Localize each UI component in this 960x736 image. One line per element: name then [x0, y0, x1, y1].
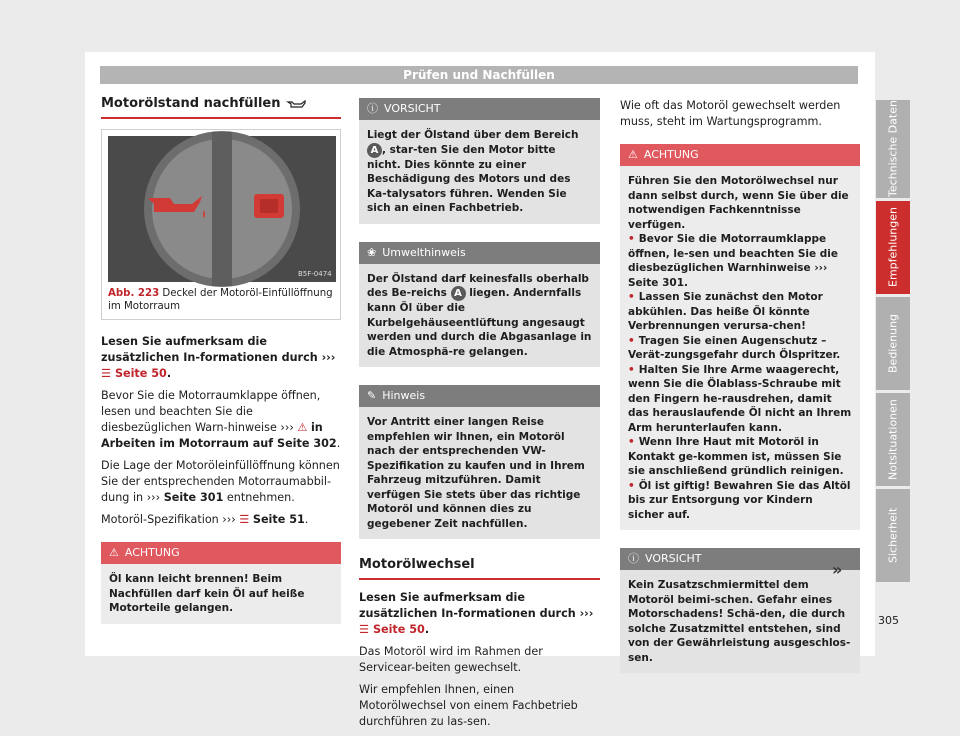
hinweis-text: Vor Antritt einer langen Reise empfehlen wir Ihnen, ein Motoröl nach der entsprechenden VW-Spezifikation zu kaufen und in Ihrem Fahrzeug mitzuführen. Damit verfügen Sie stets über das richtige Motoröl und können dies zu gegebener Zeit nachfüllen.	[359, 407, 600, 539]
umwelt-box	[359, 242, 600, 368]
vorsicht-box-2	[620, 548, 860, 673]
figure-caption	[108, 287, 334, 313]
p3a: Motoröl-Spezifikation ›››	[101, 513, 236, 526]
umwelt-text-a: Der Ölstand darf keinesfalls oberhalb des Be-reichs	[367, 272, 589, 299]
lead-link[interactable]: Seite 50	[114, 367, 167, 380]
page-header: Prüfen und Nachfüllen	[100, 66, 858, 84]
achtung-header	[620, 144, 860, 166]
continue-marker: »	[832, 560, 843, 579]
achtung-box-2	[620, 144, 860, 530]
bullet-item: • Wenn Ihre Haut mit Motoröl in Kontakt ge-kommen ist, müssen Sie sie anschließend gründlich reinigen.	[628, 435, 852, 479]
bullet-item: • Tragen Sie einen Augenschutz – Verät-zungsgefahr durch Ölspritzer.	[628, 334, 852, 363]
figure-stamp: B5F-0474	[298, 270, 332, 278]
badge-a: A	[367, 143, 382, 158]
p1a: Bevor Sie die Motorraumklappe öffnen, lesen und beachten Sie die diesbezüglichen Warn-hinweise ›››	[101, 389, 321, 434]
lead-paragraph: Lesen Sie aufmerksam die zusätzlichen In-formationen durch ››› ☰ Seite 50.	[101, 335, 336, 380]
lead-paragraph: Lesen Sie aufmerksam die zusätzlichen In-formationen durch ››› ☰ Seite 50.	[359, 591, 594, 636]
tab-technische-daten[interactable]: Technische Daten	[876, 100, 910, 198]
achtung-box	[101, 542, 341, 624]
column-left	[101, 96, 341, 642]
bullet-item: • Öl ist giftig! Bewahren Sie das Altöl bis zur Entsorgung vor Kindern sicher auf.	[628, 479, 852, 523]
paragraph-location	[101, 458, 341, 506]
umwelt-header	[359, 242, 600, 264]
chapter-tabs	[876, 100, 910, 585]
umwelt-text-b: liegen. Andernfalls kann Öl über die Kurbelgehäuseentlüftung angesaugt werden und durch die Abgasanlage in die Atmosphä-re gelangen.	[367, 287, 592, 358]
warning-icon: ⚠	[628, 148, 638, 161]
lead-text: Lesen Sie aufmerksam die zusätzlichen In-formationen durch ›››	[359, 591, 594, 620]
figure-label: Abb. 223	[108, 288, 160, 299]
tab-notsituationen[interactable]: Notsituationen	[876, 393, 910, 486]
flower-icon: ❀	[367, 245, 377, 259]
paragraph-service: Das Motoröl wird im Rahmen der Servicear-beiten gewechselt.	[359, 645, 543, 674]
caution-icon: ⓘ	[628, 552, 639, 565]
caution-icon: ⓘ	[367, 102, 378, 115]
tab-sicherheit[interactable]: Sicherheit	[876, 489, 910, 582]
vorsicht-text-b: , star-ten Sie den Motor bitte nicht. Dies könnte zu einer Beschädigung des Motors und des Ka-talysators führen. Wenden Sie sich an einen Fachbetrieb.	[367, 143, 571, 214]
section-title-text: Motorölstand nachfüllen	[101, 96, 281, 111]
achtung-header	[101, 542, 341, 564]
warning-icon: ⚠	[297, 421, 308, 434]
column-right	[620, 98, 860, 691]
column-middle	[359, 98, 600, 736]
p2a: Die Lage der Motoröleinfüllöffnung können Sie der entsprechenden Motorraumabbil-dung in ›››	[101, 459, 340, 504]
section-title-oil-change: Motorölwechsel	[359, 557, 600, 580]
book-icon: ☰	[239, 513, 250, 526]
p3-link[interactable]: Seite 51	[252, 513, 305, 526]
hinweis-header	[359, 385, 600, 407]
vorsicht-text: Kein Zusatzschmiermittel dem Motoröl beimi-schen. Gefahr eines Motorschadens! Schä-den, die durch solche Zusatzmittel entstehen, sind von der Gewährleistung ausgeschlos-sen.	[620, 570, 860, 673]
vorsicht-text-a: Liegt der Ölstand über dem Bereich	[367, 129, 579, 141]
figure-oil-cap	[101, 129, 341, 320]
vorsicht-header	[359, 98, 600, 120]
hinweis-box	[359, 385, 600, 539]
badge-a: A	[451, 286, 466, 301]
bullet-item: • Bevor Sie die Motorraumklappe öffnen, le-sen und beachten Sie die diesbezüglichen Warnhinweise ››› Seite 301.	[628, 232, 852, 290]
achtung-title: ACHTUNG	[643, 148, 699, 161]
paragraph-intro: Wie oft das Motoröl gewechselt werden muss, steht im Wartungsprogramm.	[620, 99, 841, 128]
paragraph-recommend: Wir empfehlen Ihnen, einen Motorölwechsel von einem Fachbetrieb durchführen zu las-sen.	[359, 683, 578, 728]
achtung-body	[620, 166, 860, 530]
vorsicht-title: VORSICHT	[645, 552, 702, 565]
book-icon: ☰	[101, 367, 112, 380]
figure-caption-text: Deckel der Motoröl-Einfüllöffnung im Motorraum	[108, 288, 333, 312]
paragraph-warnings: Bevor Sie die Motorraumklappe öffnen, lesen und beachten Sie die diesbezüglichen Warn-hinweise ››› ⚠ in Arbeiten im Motorraum auf Seite 302.	[101, 389, 341, 450]
p2-link[interactable]: Seite 301	[163, 491, 224, 504]
tab-empfehlungen[interactable]: Empfehlungen	[876, 201, 910, 294]
warning-icon: ⚠	[109, 546, 119, 559]
tab-bedienung[interactable]: Bedienung	[876, 297, 910, 390]
hinweis-title: Hinweis	[382, 389, 426, 402]
vorsicht-title: VORSICHT	[384, 102, 441, 115]
vorsicht-header	[620, 548, 860, 570]
lead-link[interactable]: Seite 50	[372, 623, 425, 636]
p1b[interactable]: in Arbeiten im Motorraum auf Seite 302	[101, 421, 337, 450]
oil-can-icon	[287, 99, 307, 109]
p2b: entnehmen.	[226, 491, 295, 504]
book-icon: ☰	[359, 623, 370, 636]
achtung-intro: Führen Sie den Motorölwechsel nur dann selbst durch, wenn Sie über die notwendigen Fachkenntnisse verfügen.	[628, 175, 849, 231]
vorsicht-body	[359, 120, 600, 224]
bullet-item: • Lassen Sie zunächst den Motor abkühlen. Das heiße Öl könnte Verbrennungen verursa-chen!	[628, 290, 852, 334]
umwelt-title: Umwelthinweis	[382, 245, 466, 259]
paragraph-spec: Motoröl-Spezifikation ››› ☰ Seite 51.	[101, 513, 309, 526]
bullet-item: • Halten Sie Ihre Arme waagerecht, wenn Sie die Ölablass-Schraube mit den Fingern he-rausdrehen, damit das herauslaufende Öl nicht an Ihrem Arm herunterlaufen kann.	[628, 363, 852, 436]
lead-text: Lesen Sie aufmerksam die zusätzlichen In-formationen durch ›››	[101, 335, 336, 364]
achtung-title: ACHTUNG	[124, 546, 180, 559]
vorsicht-box	[359, 98, 600, 224]
section-title	[101, 96, 341, 119]
achtung-text: Öl kann leicht brennen! Beim Nachfüllen darf kein Öl auf heiße Motorteile gelangen.	[101, 564, 341, 624]
page-number: 305	[878, 614, 899, 627]
umwelt-body	[359, 264, 600, 368]
oil-cap-image	[108, 136, 336, 282]
note-icon: ✎	[367, 389, 377, 402]
